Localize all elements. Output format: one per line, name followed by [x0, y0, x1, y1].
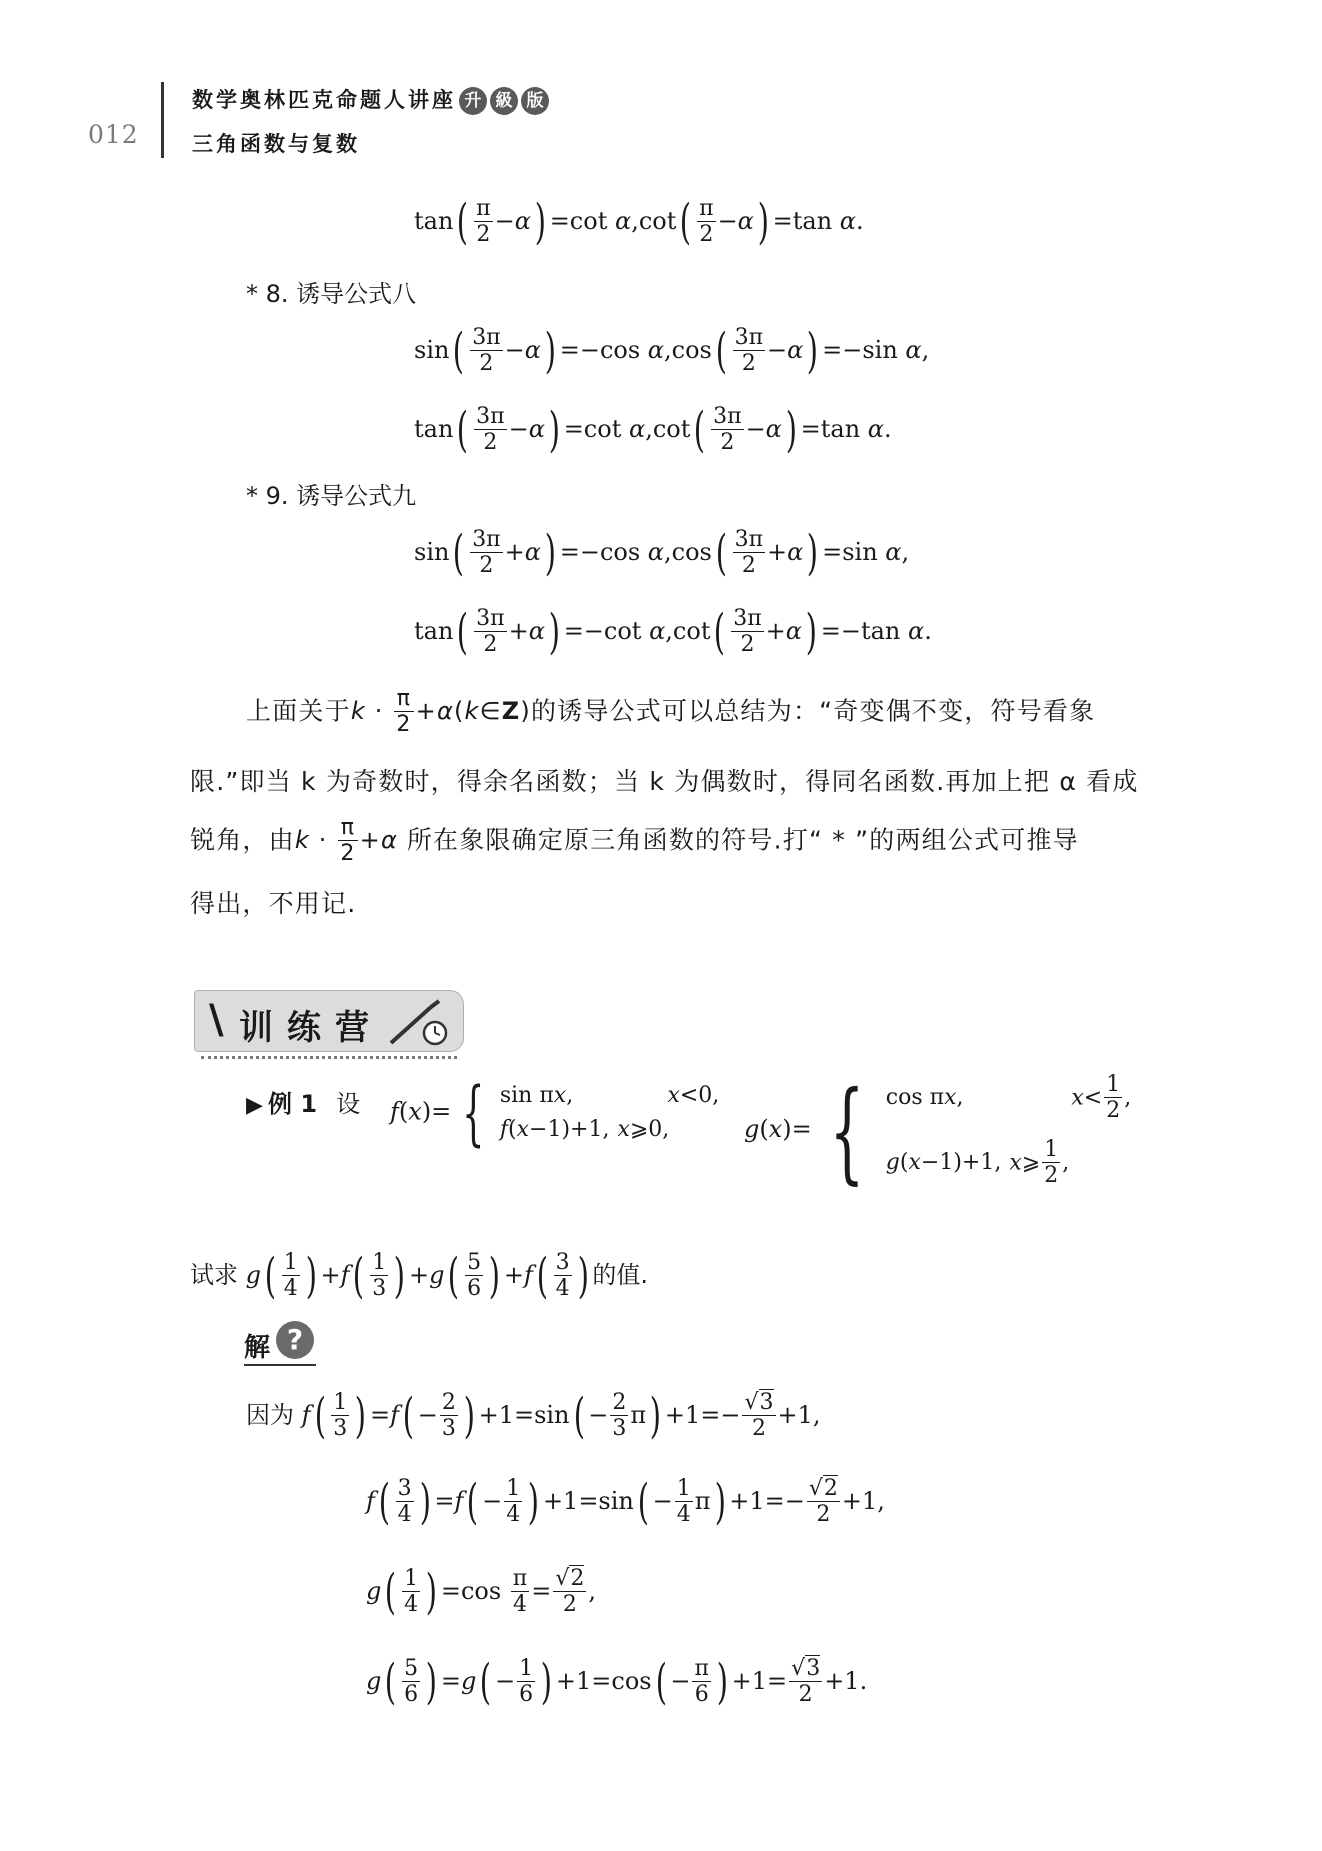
- formula-8-line-1: sin( $\frac{3\pi}{2}$ −α) =−cos α,cos( $\frac{3\pi}{2}$ −α) =−sin α,: [414, 323, 930, 380]
- training-camp-banner: [194, 990, 464, 1052]
- example-set-word: 设: [336, 1090, 361, 1118]
- solution-line-3: g( $\frac{1}{4}$ ) =cos $\frac{\pi}{4}$ = $\frac{√2}{2}$ ,: [366, 1564, 597, 1621]
- page-number: 012: [88, 120, 139, 149]
- solution-label: [244, 1323, 316, 1366]
- heading-formula-9: * 9. 诱导公式九: [246, 482, 417, 510]
- ask-suffix: 的值.: [592, 1260, 649, 1289]
- banner-slash-icon: \: [209, 997, 224, 1043]
- paragraph-line-1: 上面关于k · $\frac{\pi}{2}$ +α(k∈Z)的诱导公式可以总结为：“奇变偶不变，符号看象: [246, 686, 1096, 738]
- series-title-text: 数学奥林匹克命题人讲座: [192, 88, 456, 112]
- question-line: 试求 g( $\frac{1}{4}$ ) +f( $\frac{1}{3}$ ) +g( $\frac{5}{6}$ ) +f( $\frac{3}{4}$ ) 的值.: [190, 1248, 649, 1305]
- definition-f: f(x)= { sin πx, x<0, f(x−1)+1, x⩾0,: [390, 1072, 720, 1154]
- badge-ji: 級: [490, 87, 518, 115]
- pencil-clock-icon: [387, 997, 455, 1049]
- formula-8-line-2: tan( $\frac{3\pi}{2}$ −α) =cot α,cot( $\frac{3\pi}{2}$ −α) =tan α.: [414, 402, 892, 459]
- paragraph-line-4: 得出，不用记.: [190, 889, 357, 918]
- example-label: 例 1: [268, 1090, 318, 1118]
- example-1: [246, 1084, 360, 1119]
- badge-sheng: 升: [459, 87, 487, 115]
- paragraph-line-3: 锐角，由k · $\frac{\pi}{2}$ +α 所在象限确定原三角函数的符号.打“ * ”的两组公式可推导: [190, 815, 1079, 867]
- solution-line-2: f( $\frac{3}{4}$ ) =f( − $\frac{1}{4}$ ) +1=sin( − $\frac{1}{4}$ π) +1=− $\frac{√2}{2}$ +1,: [366, 1474, 885, 1531]
- para-l3-suffix: 所在象限确定原三角函数的符号.打“ * ”的两组公式可推导: [406, 825, 1079, 855]
- banner-dotted-edge: [201, 1056, 457, 1059]
- paragraph-line-2: 限.”即当 k 为奇数时，得余名函数；当 k 为偶数时，得同名函数.再加上把 α 看成: [190, 767, 1139, 796]
- para-l1-prefix: 上面关于: [246, 696, 351, 726]
- series-title: [192, 84, 549, 115]
- definition-g: g(x)= { cos πx, x< $\frac{1}{2}$ , g(x−1)+1, x⩾ $\frac{1}{2}$ ,: [744, 1066, 1132, 1195]
- ask-prefix: 试求: [190, 1260, 238, 1289]
- solution-line-4: g( $\frac{5}{6}$ ) =g( − $\frac{1}{6}$ ) +1=cos( − $\frac{\pi}{6}$ ) +1= $\frac{√3}{2}$ +1.: [366, 1654, 868, 1711]
- formula-9-line-2: tan( $\frac{3\pi}{2}$ +α) =−cot α,cot( $\frac{3\pi}{2}$ +α) =−tan α.: [414, 604, 932, 661]
- book-title: 三角函数与复数: [192, 132, 360, 156]
- banner-title: 训练营: [239, 1008, 383, 1048]
- formula-9-line-1: sin( $\frac{3\pi}{2}$ +α) =−cos α,cos( $\frac{3\pi}{2}$ +α) =sin α,: [414, 525, 910, 582]
- solution-text: 解: [244, 1333, 271, 1363]
- header-divider: [161, 82, 164, 158]
- solution-line-1: 因为 f( $\frac{1}{3}$ ) =f( − $\frac{2}{3}$ ) +1=sin( − $\frac{2}{3}$ π) +1=− $\frac{√3}{2}$ +1,: [246, 1388, 821, 1445]
- para-l3-prefix: 锐角，由: [190, 825, 295, 855]
- badge-ban: 版: [521, 87, 549, 115]
- formula-line-1: tan( $\frac{\pi}{2}$ −α) =cot α,cot( $\frac{\pi}{2}$ −α) =tan α.: [414, 194, 864, 251]
- heading-formula-8: * 8. 诱导公式八: [246, 280, 417, 308]
- question-mark-icon: ?: [276, 1321, 314, 1359]
- para-l1-suffix: 的诱导公式可以总结为：“奇变偶不变，符号看象: [530, 696, 1096, 726]
- because-word: 因为: [246, 1400, 294, 1429]
- triangle-marker-icon: ▶: [246, 1093, 263, 1118]
